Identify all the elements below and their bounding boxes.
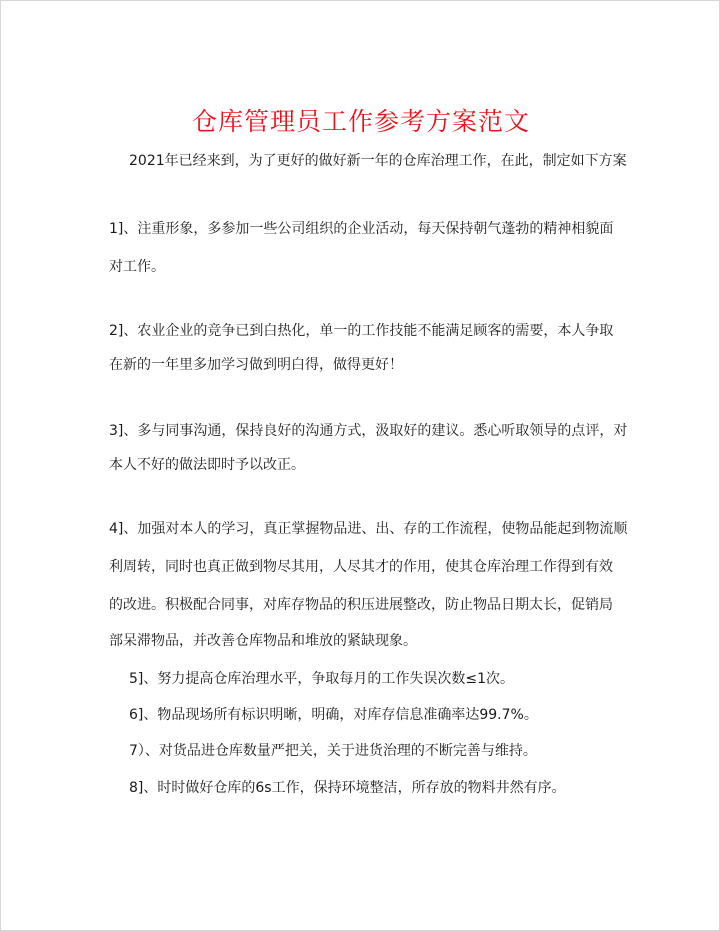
item-7: 7）、对货品进仓库数量严把关，关于进货治理的不断完善与维持。 [129, 743, 537, 759]
item-2-line-1: 2]、农业企业的竞争已到白热化，单一的工作技能不能满足顾客的需要，本人争取 [109, 323, 614, 339]
item-3-line-1: 3]、多与同事沟通，保持良好的沟通方式，汲取好的建议。悉心听取领导的点评，对 [109, 423, 628, 439]
item-4-line-1: 4]、加强对本人的学习，真正掌握物品进、出、存的工作流程，使物品能起到物流顺 [109, 521, 628, 537]
intro-paragraph: 2021年已经来到，为了更好的做好新一年的仓库治理工作，在此，制定如下方案 [129, 153, 627, 169]
item-5: 5]、努力提高仓库治理水平，争取每月的工作失误次数≤1次。 [129, 671, 515, 687]
item-1-line-2: 对工作。 [109, 259, 165, 275]
item-6: 6]、物品现场所有标识明晰，明确，对库存信息准确率达99.7%。 [129, 707, 538, 723]
item-2-line-2: 在新的一年里多加学习做到明白得，做得更好！ [109, 357, 403, 373]
item-4-line-4: 部呆滞物品，并改善仓库物品和堆放的紧缺现象。 [109, 633, 417, 649]
item-4-line-3: 的改进。积极配合同事，对库存物品的积压进展整改，防止物品日期太长，促销局 [109, 597, 613, 613]
item-4-line-2: 利周转，同时也真正做到物尽其用，人尽其才的作用，使其仓库治理工作得到有效 [109, 559, 613, 575]
item-1-line-1: 1]、注重形象，多参加一些公司组织的企业活动，每天保持朝气蓬勃的精神相貌面 [109, 221, 614, 237]
item-8: 8]、时时做好仓库的6s工作，保持环境整洁，所存放的物料井然有序。 [129, 780, 566, 796]
document-title: 仓库管理员工作参考方案范文 [191, 107, 530, 136]
item-3-line-2: 本人不好的做法即时予以改正。 [109, 457, 305, 473]
